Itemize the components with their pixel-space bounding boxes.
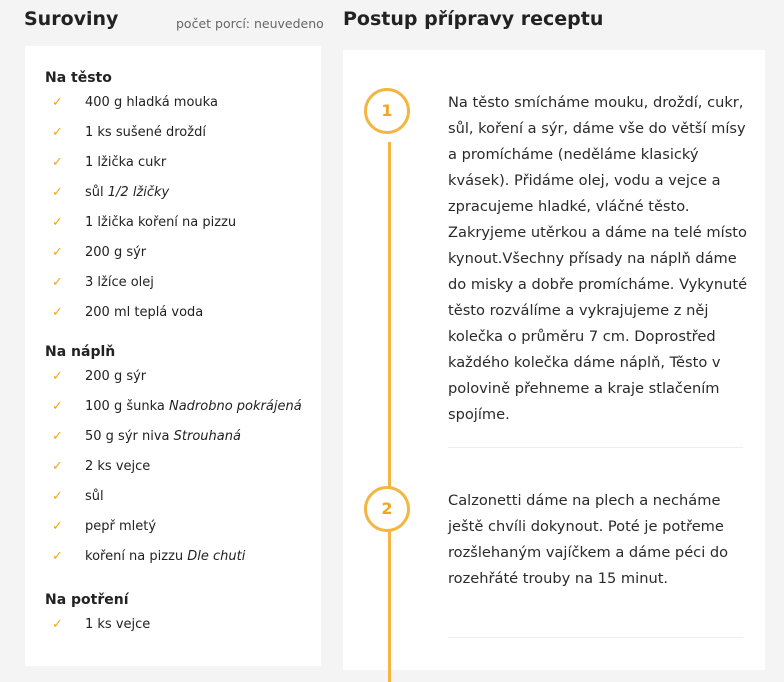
ingredient-item bbox=[45, 298, 317, 328]
ingredient-name: pepř mletý bbox=[85, 519, 157, 534]
ingredient-note: Nadrobno pokrájená bbox=[168, 399, 302, 414]
check-icon: ✓ bbox=[52, 489, 63, 504]
ingredient-group-title: Na těsto bbox=[45, 70, 112, 86]
ingredient-text bbox=[85, 208, 236, 238]
ingredient-group bbox=[45, 590, 317, 640]
ingredient-group bbox=[45, 68, 317, 328]
check-icon: ✓ bbox=[52, 275, 63, 290]
ingredient-group-title: Na potření bbox=[45, 592, 129, 608]
ingredient-group-title: Na náplň bbox=[45, 344, 116, 360]
ingredient-note: Strouhaná bbox=[173, 429, 241, 444]
ingredient-text bbox=[85, 178, 169, 208]
ingredient-item bbox=[45, 178, 317, 208]
check-icon: ✓ bbox=[52, 549, 63, 564]
ingredient-text bbox=[85, 238, 146, 268]
ingredient-text bbox=[85, 298, 203, 328]
procedure-title: Postup přípravy receptu bbox=[343, 8, 604, 30]
ingredient-name: 1 ks vejce bbox=[85, 617, 151, 632]
ingredient-text bbox=[85, 542, 245, 572]
check-icon: ✓ bbox=[52, 519, 63, 534]
ingredient-name: 200 g sýr bbox=[85, 245, 147, 260]
ingredients-panel bbox=[25, 46, 321, 666]
ingredient-item bbox=[45, 268, 317, 298]
check-icon: ✓ bbox=[52, 429, 63, 444]
step-number-circle: 2 bbox=[364, 486, 410, 532]
ingredient-text bbox=[85, 392, 302, 422]
ingredient-text bbox=[85, 482, 104, 512]
ingredient-text bbox=[85, 610, 150, 640]
ingredient-name: 3 lžíce olej bbox=[85, 275, 154, 290]
ingredient-item bbox=[45, 610, 317, 640]
ingredient-note: Dle chuti bbox=[187, 549, 246, 564]
ingredient-name: 400 g hladká mouka bbox=[85, 95, 218, 110]
ingredient-note: 1/2 lžičky bbox=[107, 185, 170, 200]
ingredient-text bbox=[85, 452, 150, 482]
check-icon: ✓ bbox=[52, 305, 63, 320]
step-number-circle: 1 bbox=[364, 88, 410, 134]
ingredient-text bbox=[85, 118, 206, 148]
ingredient-name: 200 ml teplá voda bbox=[85, 305, 204, 320]
ingredient-item bbox=[45, 392, 317, 422]
ingredient-name: 1 ks sušené droždí bbox=[85, 125, 206, 140]
ingredient-item bbox=[45, 482, 317, 512]
procedure-panel bbox=[343, 50, 765, 670]
ingredient-item bbox=[45, 512, 317, 542]
ingredient-item bbox=[45, 88, 317, 118]
check-icon: ✓ bbox=[52, 369, 63, 384]
step-divider bbox=[448, 637, 743, 638]
ingredient-text bbox=[85, 148, 166, 178]
step-text: Na těsto smícháme mouku, droždí, cukr, sůl, koření a sýr, dáme vše do větší mísy a promícháme (neděláme klasický kvásek). Přidáme olej, vodu a vejce a zpracujeme hladké, vláčné těsto. Zakryjeme utěrkou a dáme na telé místo kynout.Všechny přísady na náplň dáme do misky a dobře promícháme. Vykynuté těsto rozválíme a vykrajujeme z něj kolečka o průměru 7 cm. Doprostřed každého kolečka dáme náplň, Těsto v polovině přehneme a kraje stlačením spojíme. bbox=[448, 94, 748, 423]
ingredient-item bbox=[45, 542, 317, 572]
ingredient-item bbox=[45, 362, 317, 392]
check-icon: ✓ bbox=[52, 617, 63, 632]
ingredient-name: sůl bbox=[85, 185, 108, 200]
ingredient-name: sůl bbox=[85, 489, 104, 504]
ingredient-item bbox=[45, 238, 317, 268]
ingredient-item bbox=[45, 422, 317, 452]
ingredients-title: Suroviny bbox=[24, 8, 119, 30]
ingredient-text bbox=[85, 422, 241, 452]
ingredient-item bbox=[45, 148, 317, 178]
ingredient-name: 2 ks vejce bbox=[85, 459, 151, 474]
check-icon: ✓ bbox=[52, 399, 63, 414]
ingredient-name: 1 lžička koření na pizzu bbox=[85, 215, 237, 230]
ingredient-text bbox=[85, 362, 146, 392]
ingredient-item bbox=[45, 208, 317, 238]
check-icon: ✓ bbox=[52, 245, 63, 260]
ingredient-group bbox=[45, 342, 317, 572]
ingredient-text bbox=[85, 512, 156, 542]
ingredient-text bbox=[85, 268, 154, 298]
check-icon: ✓ bbox=[52, 125, 63, 140]
portions-count: počet porcí: neuvedeno bbox=[176, 16, 324, 31]
check-icon: ✓ bbox=[52, 95, 63, 110]
ingredient-text bbox=[85, 88, 218, 118]
ingredient-item bbox=[45, 118, 317, 148]
step-text: Calzonetti dáme na plech a necháme ještě chvíli dokynout. Poté je potřeme rozšlehaným vajíčkem a dáme péci do rozehřáté trouby na 15 minut. bbox=[448, 492, 729, 587]
check-icon: ✓ bbox=[52, 155, 63, 170]
ingredient-name: koření na pizzu bbox=[85, 549, 188, 564]
ingredient-name: 50 g sýr niva bbox=[85, 429, 174, 444]
check-icon: ✓ bbox=[52, 185, 63, 200]
ingredient-name: 200 g sýr bbox=[85, 369, 147, 384]
steps-timeline bbox=[388, 142, 391, 682]
ingredient-item bbox=[45, 452, 317, 482]
check-icon: ✓ bbox=[52, 459, 63, 474]
ingredient-name: 100 g šunka bbox=[85, 399, 169, 414]
step-divider bbox=[448, 447, 743, 448]
ingredient-name: 1 lžička cukr bbox=[85, 155, 167, 170]
check-icon: ✓ bbox=[52, 215, 63, 230]
